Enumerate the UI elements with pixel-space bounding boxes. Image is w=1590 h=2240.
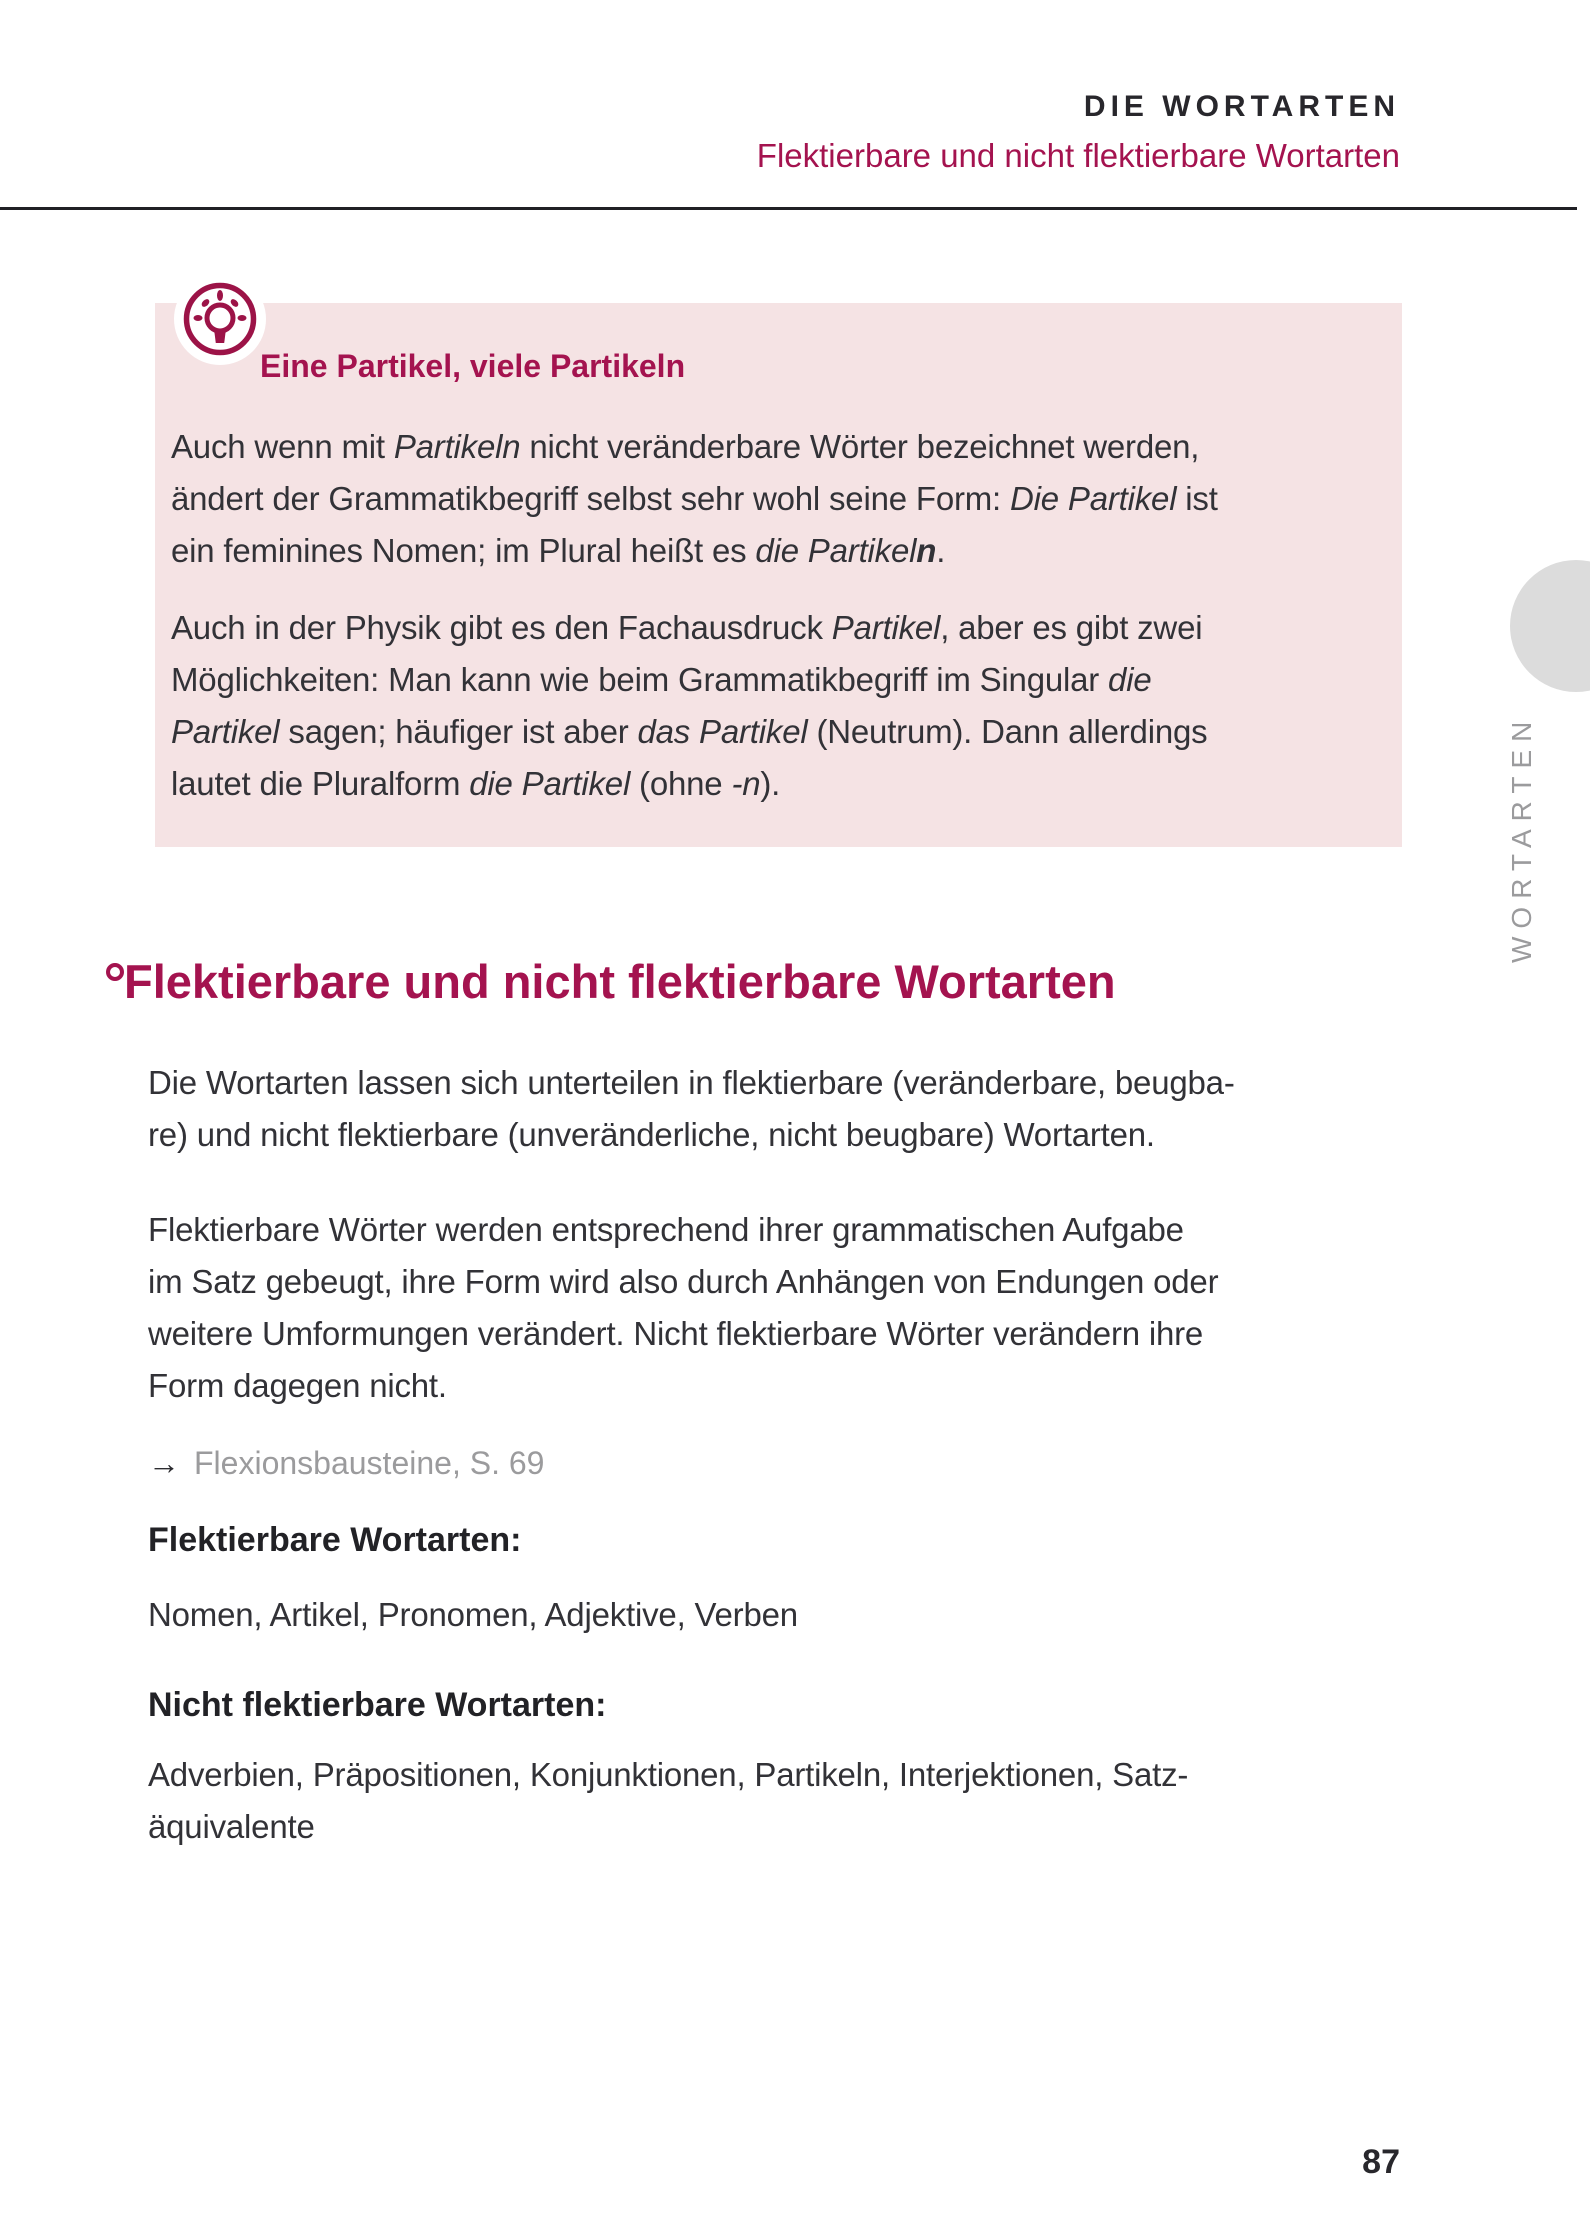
page-subtitle: Flektierbare und nicht flektierbare Wortarten bbox=[756, 137, 1400, 174]
list-items-flektierbar: Nomen, Artikel, Pronomen, Adjektive, Verben bbox=[148, 1596, 798, 1633]
right-arrow-icon: → bbox=[148, 1445, 180, 1481]
page-number: 87 bbox=[1362, 2143, 1400, 2181]
body-paragraph: Flektierbare Wörter werden entsprechend ihrer grammatischen Aufgabe im Satz gebeugt, ihre Form wird also durch Anhängen von Endungen oder weitere Umformungen verändert. Nicht flektierbare Wörter verändern ihre Form dagegen nicht. bbox=[148, 1211, 1219, 1404]
lightbulb-icon bbox=[174, 273, 266, 365]
crossref-label: Flexionsbausteine, S. 69 bbox=[194, 1445, 545, 1481]
ring-icon bbox=[106, 963, 124, 981]
thumb-index-circle bbox=[1510, 560, 1590, 692]
section-heading: Flektierbare und nicht flektierbare Wortarten bbox=[124, 955, 1116, 1008]
tip-paragraph: Auch in der Physik gibt es den Fachausdruck Partikel, aber es gibt zwei Möglichkeiten: Man kann wie beim Grammatikbegriff im Singular die Partikel sagen; häufiger ist aber das Partikel (Neutrum). Dann allerdings lautet die Pluralform die Partikel (ohne -n). bbox=[171, 609, 1208, 802]
tip-paragraph: Auch wenn mit Partikeln nicht veränderbare Wörter bezeichnet werden, ändert der Grammatikbegriff selbst sehr wohl seine Form: Die Partikel ist ein feminines Nomen; im Plural heißt es die Partikeln. bbox=[171, 428, 1218, 569]
list-title-nicht-flektierbar: Nicht flektierbare Wortarten: bbox=[148, 1686, 607, 1724]
header-rule bbox=[0, 207, 1577, 210]
tip-title: Eine Partikel, viele Partikeln bbox=[260, 348, 686, 384]
list-items-nicht-flektierbar: Adverbien, Präpositionen, Konjunktionen, Partikeln, Interjektionen, Satz- äquivalente bbox=[148, 1756, 1189, 1845]
chapter-kicker: DIE WORTARTEN bbox=[1083, 90, 1400, 123]
list-title-flektierbar: Flektierbare Wortarten: bbox=[148, 1521, 522, 1559]
body-paragraph: Die Wortarten lassen sich unterteilen in flektierbare (veränderbare, beugba- re) und nicht flektierbare (unveränderliche, nicht beugbare) Wortarten. bbox=[148, 1064, 1235, 1153]
cross-reference bbox=[148, 1437, 544, 1489]
side-tab-wortarten: WORTARTEN bbox=[1506, 713, 1537, 963]
tip-box bbox=[155, 303, 1402, 847]
